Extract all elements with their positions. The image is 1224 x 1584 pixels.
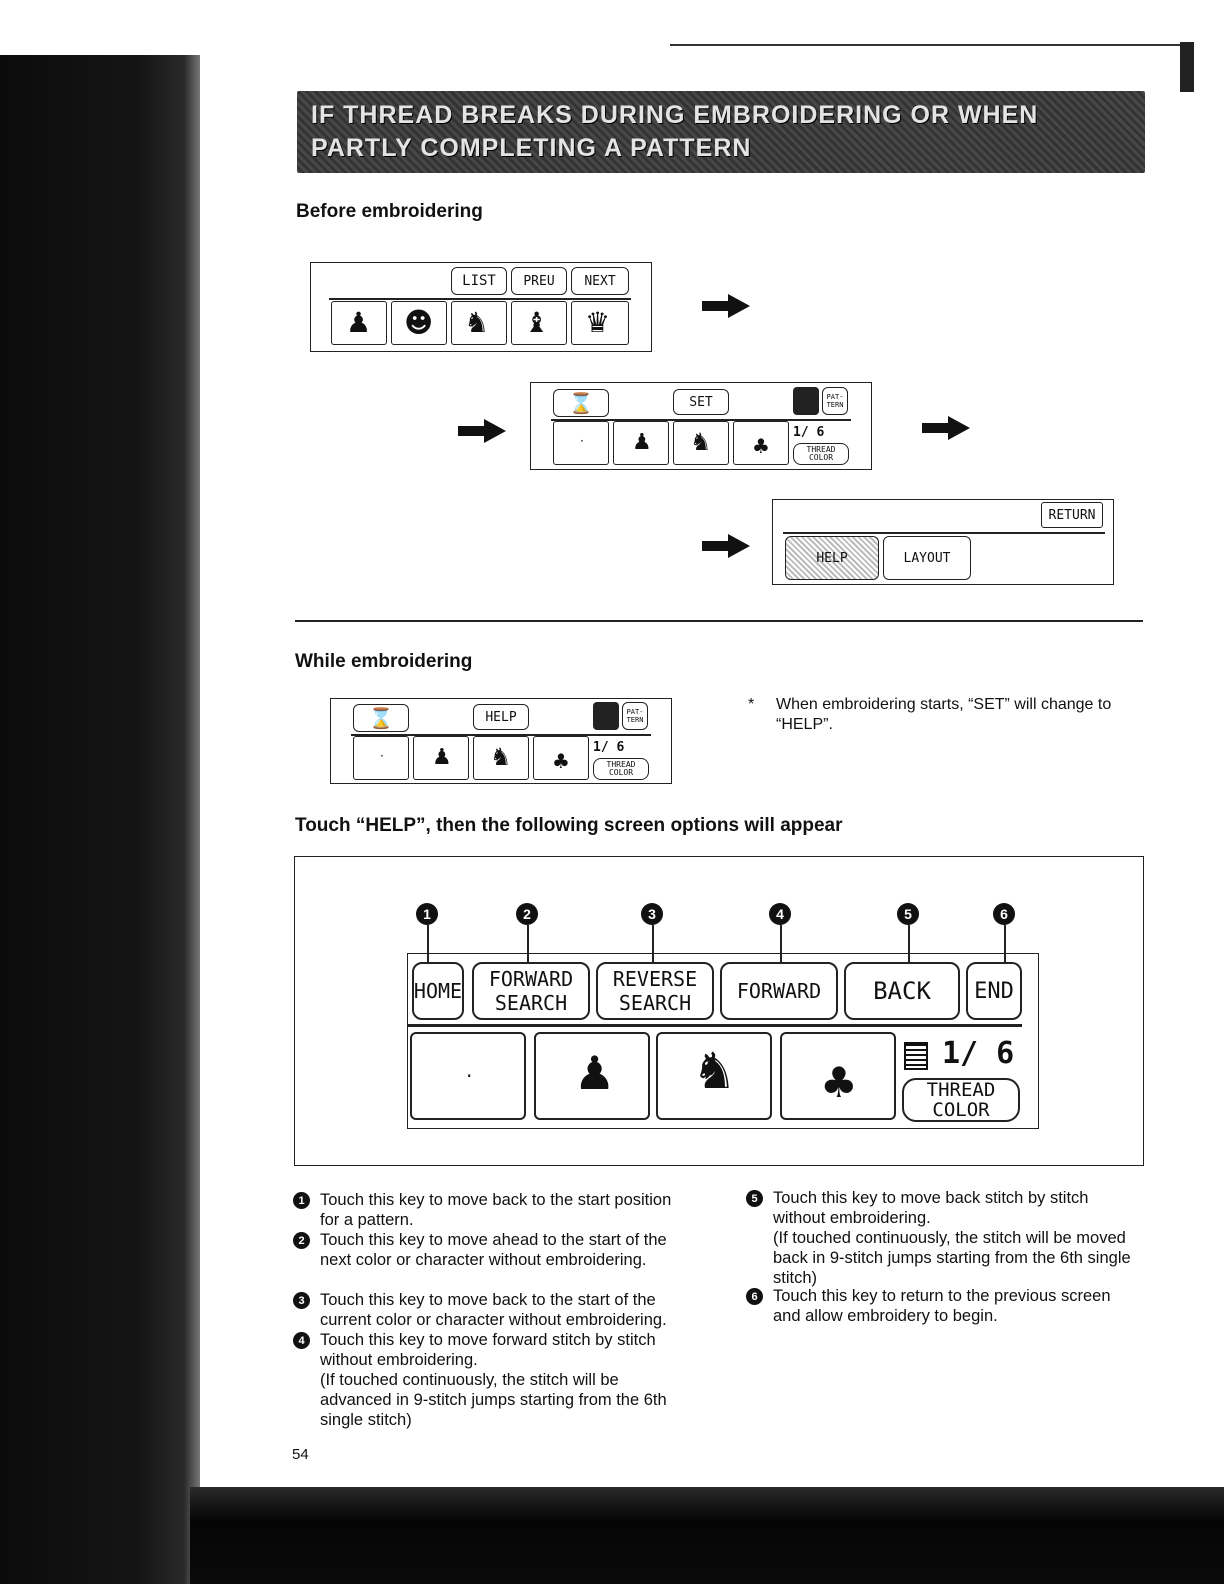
item-5: [751, 1188, 1141, 1288]
note-marker: *: [748, 696, 755, 713]
arrow-right-icon: [702, 294, 750, 318]
arrow-right-icon: [702, 534, 750, 558]
scissors-icon[interactable]: [593, 702, 619, 730]
item-text: Touch this key to move ahead to the start of the next color or character without embroidering.: [320, 1231, 667, 1269]
layout-button[interactable]: LAYOUT: [883, 536, 971, 580]
thread-color-button[interactable]: THREAD COLOR: [593, 758, 649, 780]
pattern-thumb[interactable]: [571, 301, 629, 345]
embroidering-screen: [330, 698, 672, 784]
stitch-preview[interactable]: [413, 736, 469, 780]
item-subtext: (If touched continuously, the stitch will be advanced in 9-stitch jumps starting from the 6th single stitch): [320, 1371, 667, 1429]
stitch-preview[interactable]: [534, 1032, 650, 1120]
scissors-icon[interactable]: [793, 387, 819, 415]
arrow-right-icon: [922, 416, 970, 440]
pattern-thumb[interactable]: [391, 301, 447, 345]
page-edge-mark: [1180, 42, 1194, 92]
stitch-preview[interactable]: [656, 1032, 772, 1120]
stitch-preview[interactable]: [780, 1032, 896, 1120]
stitch-preview[interactable]: [473, 736, 529, 780]
top-rule: [670, 44, 1190, 46]
witch-icon: ♝: [524, 306, 550, 339]
bird-icon: ♞: [692, 1042, 737, 1100]
pattern-thumb[interactable]: [331, 301, 387, 345]
pattern-thumb[interactable]: [451, 301, 507, 345]
next-button[interactable]: NEXT: [571, 267, 629, 295]
shape-icon: ♣: [820, 1058, 858, 1107]
item-text: Touch this key to return to the previous screen and allow embroidery to begin.: [773, 1287, 1111, 1325]
figure-icon: ♟: [346, 306, 372, 339]
stitch-preview[interactable]: [410, 1032, 526, 1120]
thread-color-button[interactable]: THREAD COLOR: [793, 443, 849, 465]
stitch-preview[interactable]: [673, 421, 729, 465]
item-3: [298, 1290, 688, 1330]
hourglass-icon[interactable]: ⌛: [353, 704, 409, 732]
set-button[interactable]: SET: [673, 389, 729, 415]
callout-6: 6: [993, 903, 1015, 925]
callout-3: 3: [641, 903, 663, 925]
callout-1: 1: [416, 903, 438, 925]
note-text: When embroidering starts, “SET” will change to “HELP”.: [776, 696, 1112, 733]
item-2: [298, 1230, 688, 1270]
item-number: 6: [746, 1288, 763, 1305]
heading-touch-help: Touch “HELP”, then the following screen options will appear: [295, 815, 843, 836]
item-6: [751, 1286, 1141, 1326]
color-label: COLOR: [932, 1099, 990, 1121]
pattern-list-screen: [310, 262, 652, 352]
item-text: Touch this key to move back to the start position for a pattern.: [320, 1191, 672, 1229]
page-number: 54: [292, 1446, 309, 1463]
item-1: [298, 1190, 688, 1230]
bird-icon: ♞: [690, 428, 712, 456]
color-count: 1/ 6: [942, 1036, 1015, 1071]
hourglass-icon[interactable]: ⌛: [553, 389, 609, 417]
item-4: [298, 1330, 688, 1430]
item-text: Touch this key to move forward stitch by stitch without embroidering.: [320, 1331, 656, 1369]
forward-button[interactable]: FORWARD: [720, 962, 838, 1020]
face-icon: ☻: [404, 306, 434, 339]
item-subtext: (If touched continuously, the stitch will be moved back in 9-stitch jumps starting from the 6th single stitch): [773, 1229, 1131, 1287]
pattern-thumb[interactable]: [511, 301, 567, 345]
prev-button[interactable]: PREU: [511, 267, 567, 295]
help-layout-screen: [772, 499, 1114, 585]
heading-before-embroidering: Before embroidering: [296, 201, 483, 222]
return-button[interactable]: RETURN: [1041, 502, 1103, 528]
help-button[interactable]: HELP: [473, 704, 529, 730]
color-count: 1/ 6: [793, 425, 825, 440]
figure-icon: ♟: [574, 1046, 616, 1100]
dot-icon: ·: [580, 434, 584, 448]
figure-icon: ♟: [432, 745, 452, 770]
forward-search-button[interactable]: FORWARD SEARCH: [472, 962, 590, 1020]
stitch-preview[interactable]: [353, 736, 409, 780]
pattern-button[interactable]: PAT-TERN: [822, 387, 848, 415]
divider: [783, 532, 1105, 534]
banner-title: IF THREAD BREAKS DURING EMBROIDERING OR WHEN PARTLY COMPLETING A PATTERN: [311, 101, 1039, 162]
stitch-preview[interactable]: [613, 421, 669, 465]
arrow-right-icon: [458, 419, 506, 443]
dot-icon: ·: [380, 749, 384, 763]
heading-while-embroidering: While embroidering: [295, 651, 473, 672]
spool-icon: [902, 1040, 928, 1068]
stitch-preview[interactable]: [553, 421, 609, 465]
callout-4: 4: [769, 903, 791, 925]
callout-5: 5: [897, 903, 919, 925]
section-divider: [295, 620, 1143, 622]
item-number: 4: [293, 1332, 310, 1349]
item-number: 3: [293, 1292, 310, 1309]
list-button[interactable]: LIST: [451, 267, 507, 295]
dot-icon: ·: [466, 1064, 473, 1088]
item-text: Touch this key to move back to the start of the current color or character without embroidering.: [320, 1291, 667, 1329]
bear-icon: ♞: [464, 306, 490, 339]
color-count: 1/ 6: [593, 740, 625, 755]
bird-icon: ♞: [490, 743, 512, 771]
figure-icon: ♟: [632, 430, 652, 455]
item-number: 2: [293, 1232, 310, 1249]
home-button[interactable]: HOME: [412, 962, 464, 1020]
divider: [408, 1024, 1022, 1027]
callout-2: 2: [516, 903, 538, 925]
note-set-to-help: [748, 695, 1144, 735]
pattern-button[interactable]: PAT-TERN: [622, 702, 648, 730]
section-banner: [297, 91, 1145, 173]
help-options-figure: [294, 856, 1144, 1166]
stitch-preview[interactable]: [533, 736, 589, 780]
thread-label: THREAD: [926, 1079, 996, 1101]
touch-panel: [407, 953, 1039, 1129]
back-button[interactable]: BACK: [844, 962, 960, 1020]
shape-icon: ♣: [752, 434, 770, 458]
stitch-preview[interactable]: [733, 421, 789, 465]
divider: [329, 298, 631, 300]
help-button[interactable]: HELP: [785, 536, 879, 580]
item-text: Touch this key to move back stitch by stitch without embroidering.: [773, 1189, 1089, 1227]
embroidery-ready-screen: [530, 382, 872, 470]
page-bottom-shadow: [190, 1487, 1224, 1584]
duck-icon: ♛: [585, 306, 611, 339]
item-number: 5: [746, 1190, 763, 1207]
book-spine-shadow: [0, 55, 200, 1584]
reverse-search-button[interactable]: REVERSE SEARCH: [596, 962, 714, 1020]
shape-icon: ♣: [552, 749, 570, 773]
end-button[interactable]: END: [966, 962, 1022, 1020]
item-number: 1: [293, 1192, 310, 1209]
thread-color-button[interactable]: [902, 1078, 1020, 1122]
